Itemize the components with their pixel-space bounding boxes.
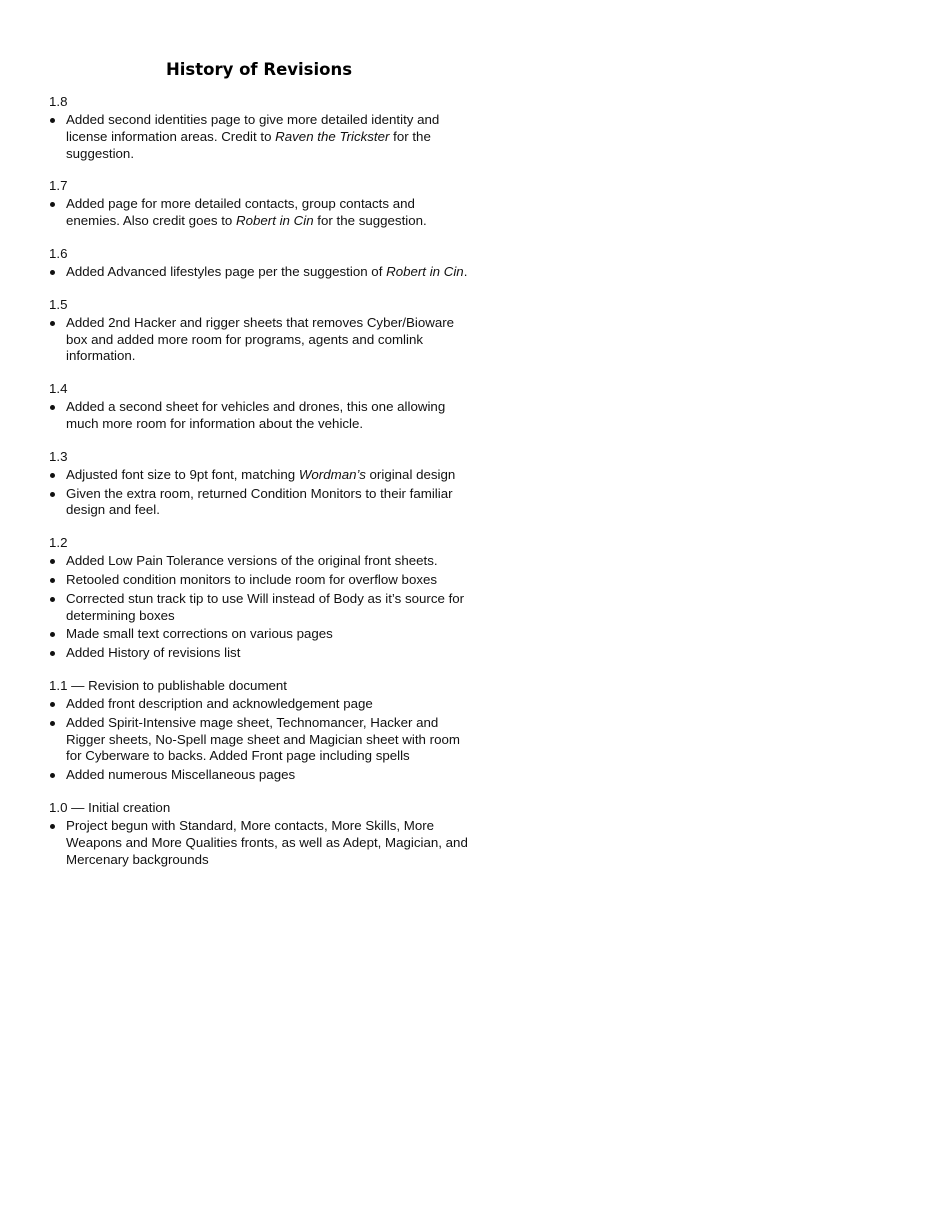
change-text: Made small text corrections on various pages xyxy=(66,626,333,642)
change-text: Added page for more detailed contacts, group contacts and enemies. Also credit goes to xyxy=(66,196,415,229)
revision-change-list xyxy=(49,264,469,281)
revision-entry xyxy=(49,296,469,365)
revision-version: 1.8 xyxy=(49,94,68,109)
revision-entry xyxy=(49,448,469,519)
change-item xyxy=(49,767,469,784)
bullet-icon xyxy=(50,824,55,829)
revision-change-list xyxy=(49,818,469,868)
bullet-icon xyxy=(50,702,55,707)
revision-entry xyxy=(49,799,469,868)
change-item xyxy=(49,467,469,484)
revision-version: 1.0 — Initial creation xyxy=(49,799,171,815)
revision-entry xyxy=(49,245,469,281)
revision-change-list xyxy=(49,467,469,519)
change-text: Retooled condition monitors to include room for overflow boxes xyxy=(66,571,438,587)
bullet-icon xyxy=(50,270,55,275)
revision-version: 1.6 xyxy=(49,245,68,261)
revision-change-list xyxy=(49,315,469,365)
credited-name: Raven the Trickster xyxy=(275,128,390,144)
change-item xyxy=(49,696,469,713)
change-text: . xyxy=(463,263,468,279)
change-text: Added 2nd Hacker and rigger sheets that removes Cyber/Bioware box and added more room for programs, agents and comlink information. xyxy=(66,314,455,364)
bullet-icon xyxy=(50,651,55,656)
bullet-icon xyxy=(50,597,55,602)
change-item xyxy=(49,264,469,281)
change-item xyxy=(49,645,469,662)
change-text: Given the extra room, returned Condition Monitors to their familiar design and feel. xyxy=(66,485,453,518)
change-item xyxy=(49,626,469,643)
bullet-icon xyxy=(50,473,55,478)
revision-version: 1.1 — Revision to publishable document xyxy=(49,677,288,693)
revision-version: 1.5 xyxy=(49,296,68,312)
revision-entry xyxy=(49,677,469,784)
revision-change-list xyxy=(49,553,469,662)
change-text: for the suggestion. xyxy=(66,128,431,161)
change-item xyxy=(49,112,469,162)
bullet-icon xyxy=(50,578,55,583)
change-text: Added Spirit-Intensive mage sheet, Technomancer, Hacker and Rigger sheets, No-Spell mage sheet and Magician sheet with room for Cyberware to backs. Added Front page including spells xyxy=(66,714,460,764)
bullet-icon xyxy=(50,202,55,207)
bullet-icon xyxy=(50,773,55,778)
revision-entry xyxy=(49,177,469,230)
revision-version: 1.4 xyxy=(49,381,68,397)
revision-entry xyxy=(49,534,469,662)
change-text: Adjusted font size to 9pt font, matching xyxy=(66,466,299,482)
bullet-icon xyxy=(50,492,55,497)
change-text: Added History of revisions list xyxy=(66,645,241,661)
revision-change-list xyxy=(49,399,469,433)
change-item xyxy=(49,315,469,365)
change-text: Project begun with Standard, More contacts, More Skills, More Weapons and More Qualities fronts, as well as Adept, Magician, and Mercenary backgrounds xyxy=(66,817,468,867)
revision-history-page xyxy=(49,60,469,883)
change-text: Corrected stun track tip to use Will instead of Body as it’s source for determining boxes xyxy=(66,590,465,623)
change-text: Added numerous Miscellaneous pages xyxy=(66,767,296,783)
change-item xyxy=(49,572,469,589)
bullet-icon xyxy=(50,118,55,123)
change-text: Added Advanced lifestyles page per the suggestion of xyxy=(66,263,387,279)
change-text: Added Low Pain Tolerance versions of the original front sheets. xyxy=(66,553,438,569)
revision-entry xyxy=(49,380,469,433)
change-item xyxy=(49,553,469,570)
bullet-icon xyxy=(50,321,55,326)
bullet-icon xyxy=(50,559,55,564)
credited-name: Robert in Cin xyxy=(236,213,314,229)
revision-version: 1.7 xyxy=(49,178,68,194)
change-item xyxy=(49,486,469,520)
change-text: for the suggestion. xyxy=(313,213,427,229)
change-item xyxy=(49,399,469,433)
revision-list xyxy=(49,93,469,868)
change-item xyxy=(49,818,469,868)
revision-change-list xyxy=(49,112,469,162)
change-item xyxy=(49,591,469,625)
page-title: History of Revisions xyxy=(165,60,353,79)
revision-version: 1.3 xyxy=(49,448,68,464)
change-text: Added second identities page to give more detailed identity and license information areas. Credit to xyxy=(66,112,440,144)
change-text: Added front description and acknowledgement page xyxy=(66,695,373,711)
revision-change-list xyxy=(49,696,469,784)
revision-entry xyxy=(49,93,469,162)
revision-change-list xyxy=(49,196,469,230)
change-item xyxy=(49,715,469,765)
change-text: original design xyxy=(365,466,456,482)
bullet-icon xyxy=(50,405,55,410)
credited-name: Robert in Cin xyxy=(386,263,464,279)
revision-version: 1.2 xyxy=(49,535,68,551)
change-text: Added a second sheet for vehicles and drones, this one allowing much more room for information about the vehicle. xyxy=(66,399,446,431)
change-item xyxy=(49,196,469,230)
bullet-icon xyxy=(50,721,55,726)
bullet-icon xyxy=(50,632,55,637)
credited-name: Wordman’s xyxy=(298,466,366,482)
